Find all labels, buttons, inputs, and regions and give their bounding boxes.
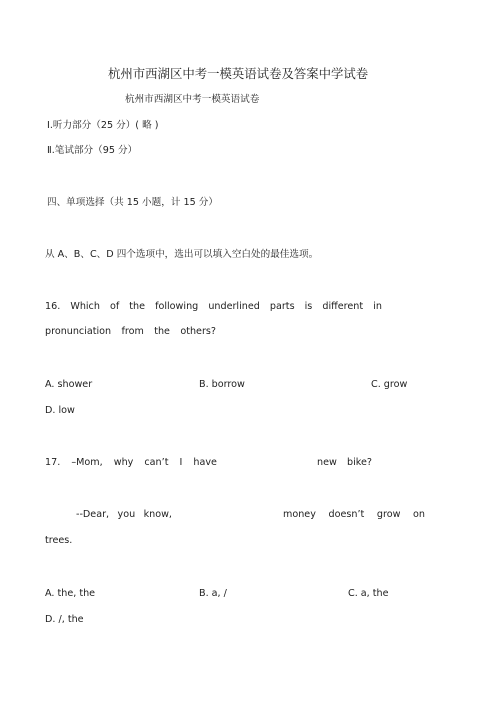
question-17-option-b: B. a, /: [199, 588, 227, 599]
word: money: [283, 509, 316, 520]
word: the: [129, 301, 146, 312]
word: underlined: [208, 301, 260, 312]
word: different: [322, 301, 364, 312]
word: –Mom,: [71, 457, 103, 468]
question-16-option-a: A. shower: [45, 379, 93, 390]
question-17-number: 17.: [45, 457, 61, 468]
word: others?: [180, 326, 216, 337]
word: pronunciation: [45, 326, 112, 337]
word: of: [109, 301, 120, 312]
question-17-line-2-left: [76, 509, 172, 521]
part4-heading: 四、单项选择（共 15 小题，计 15 分）: [47, 197, 218, 208]
question-16-option-d: D. low: [45, 405, 75, 416]
word: know,: [143, 509, 172, 520]
word: parts: [269, 301, 295, 312]
word: grow: [376, 509, 401, 520]
word: in: [373, 301, 382, 312]
listening-section-heading: Ⅰ.听力部分（25 分）( 略 ): [47, 120, 159, 131]
word: I: [179, 457, 183, 468]
question-16-option-b: B. borrow: [199, 379, 245, 390]
word: doesn’t: [328, 509, 365, 520]
question-17-option-a: A. the, the: [45, 588, 96, 599]
question-16-line-2: [45, 326, 216, 338]
question-17-option-c: C. a, the: [348, 588, 389, 599]
word: is: [304, 301, 313, 312]
word: following: [155, 301, 199, 312]
word: can’t: [144, 457, 169, 468]
document-subtitle: 杭州市西湖区中考一模英语试卷: [125, 94, 260, 105]
word: on: [413, 509, 425, 520]
document-title: 杭州市西湖区中考一模英语试卷及答案中学试卷: [108, 66, 369, 81]
word: --Dear,: [76, 509, 110, 520]
word: why: [113, 457, 134, 468]
word: from: [121, 326, 144, 337]
word: the: [154, 326, 170, 337]
word: bike?: [347, 457, 372, 468]
word: you: [117, 509, 136, 520]
writing-section-heading: Ⅱ.笔试部分（95 分）: [47, 145, 138, 156]
question-17-line-2-right: [283, 509, 425, 521]
question-16-number: 16.: [45, 301, 61, 312]
question-16-line-1: [45, 301, 382, 313]
word: Which: [70, 301, 100, 312]
question-17-line-1-right: [317, 457, 372, 469]
question-16-option-c: C. grow: [371, 379, 408, 390]
word: new: [317, 457, 337, 468]
instruction-text: 从 A、B、C、D 四个选项中，选出可以填入空白处的最佳选项。: [45, 249, 319, 260]
question-17-line-3: trees.: [45, 535, 73, 546]
word: have: [193, 457, 217, 468]
question-17-option-d: D. /, the: [45, 614, 84, 625]
question-17-line-1-left: [45, 457, 217, 469]
